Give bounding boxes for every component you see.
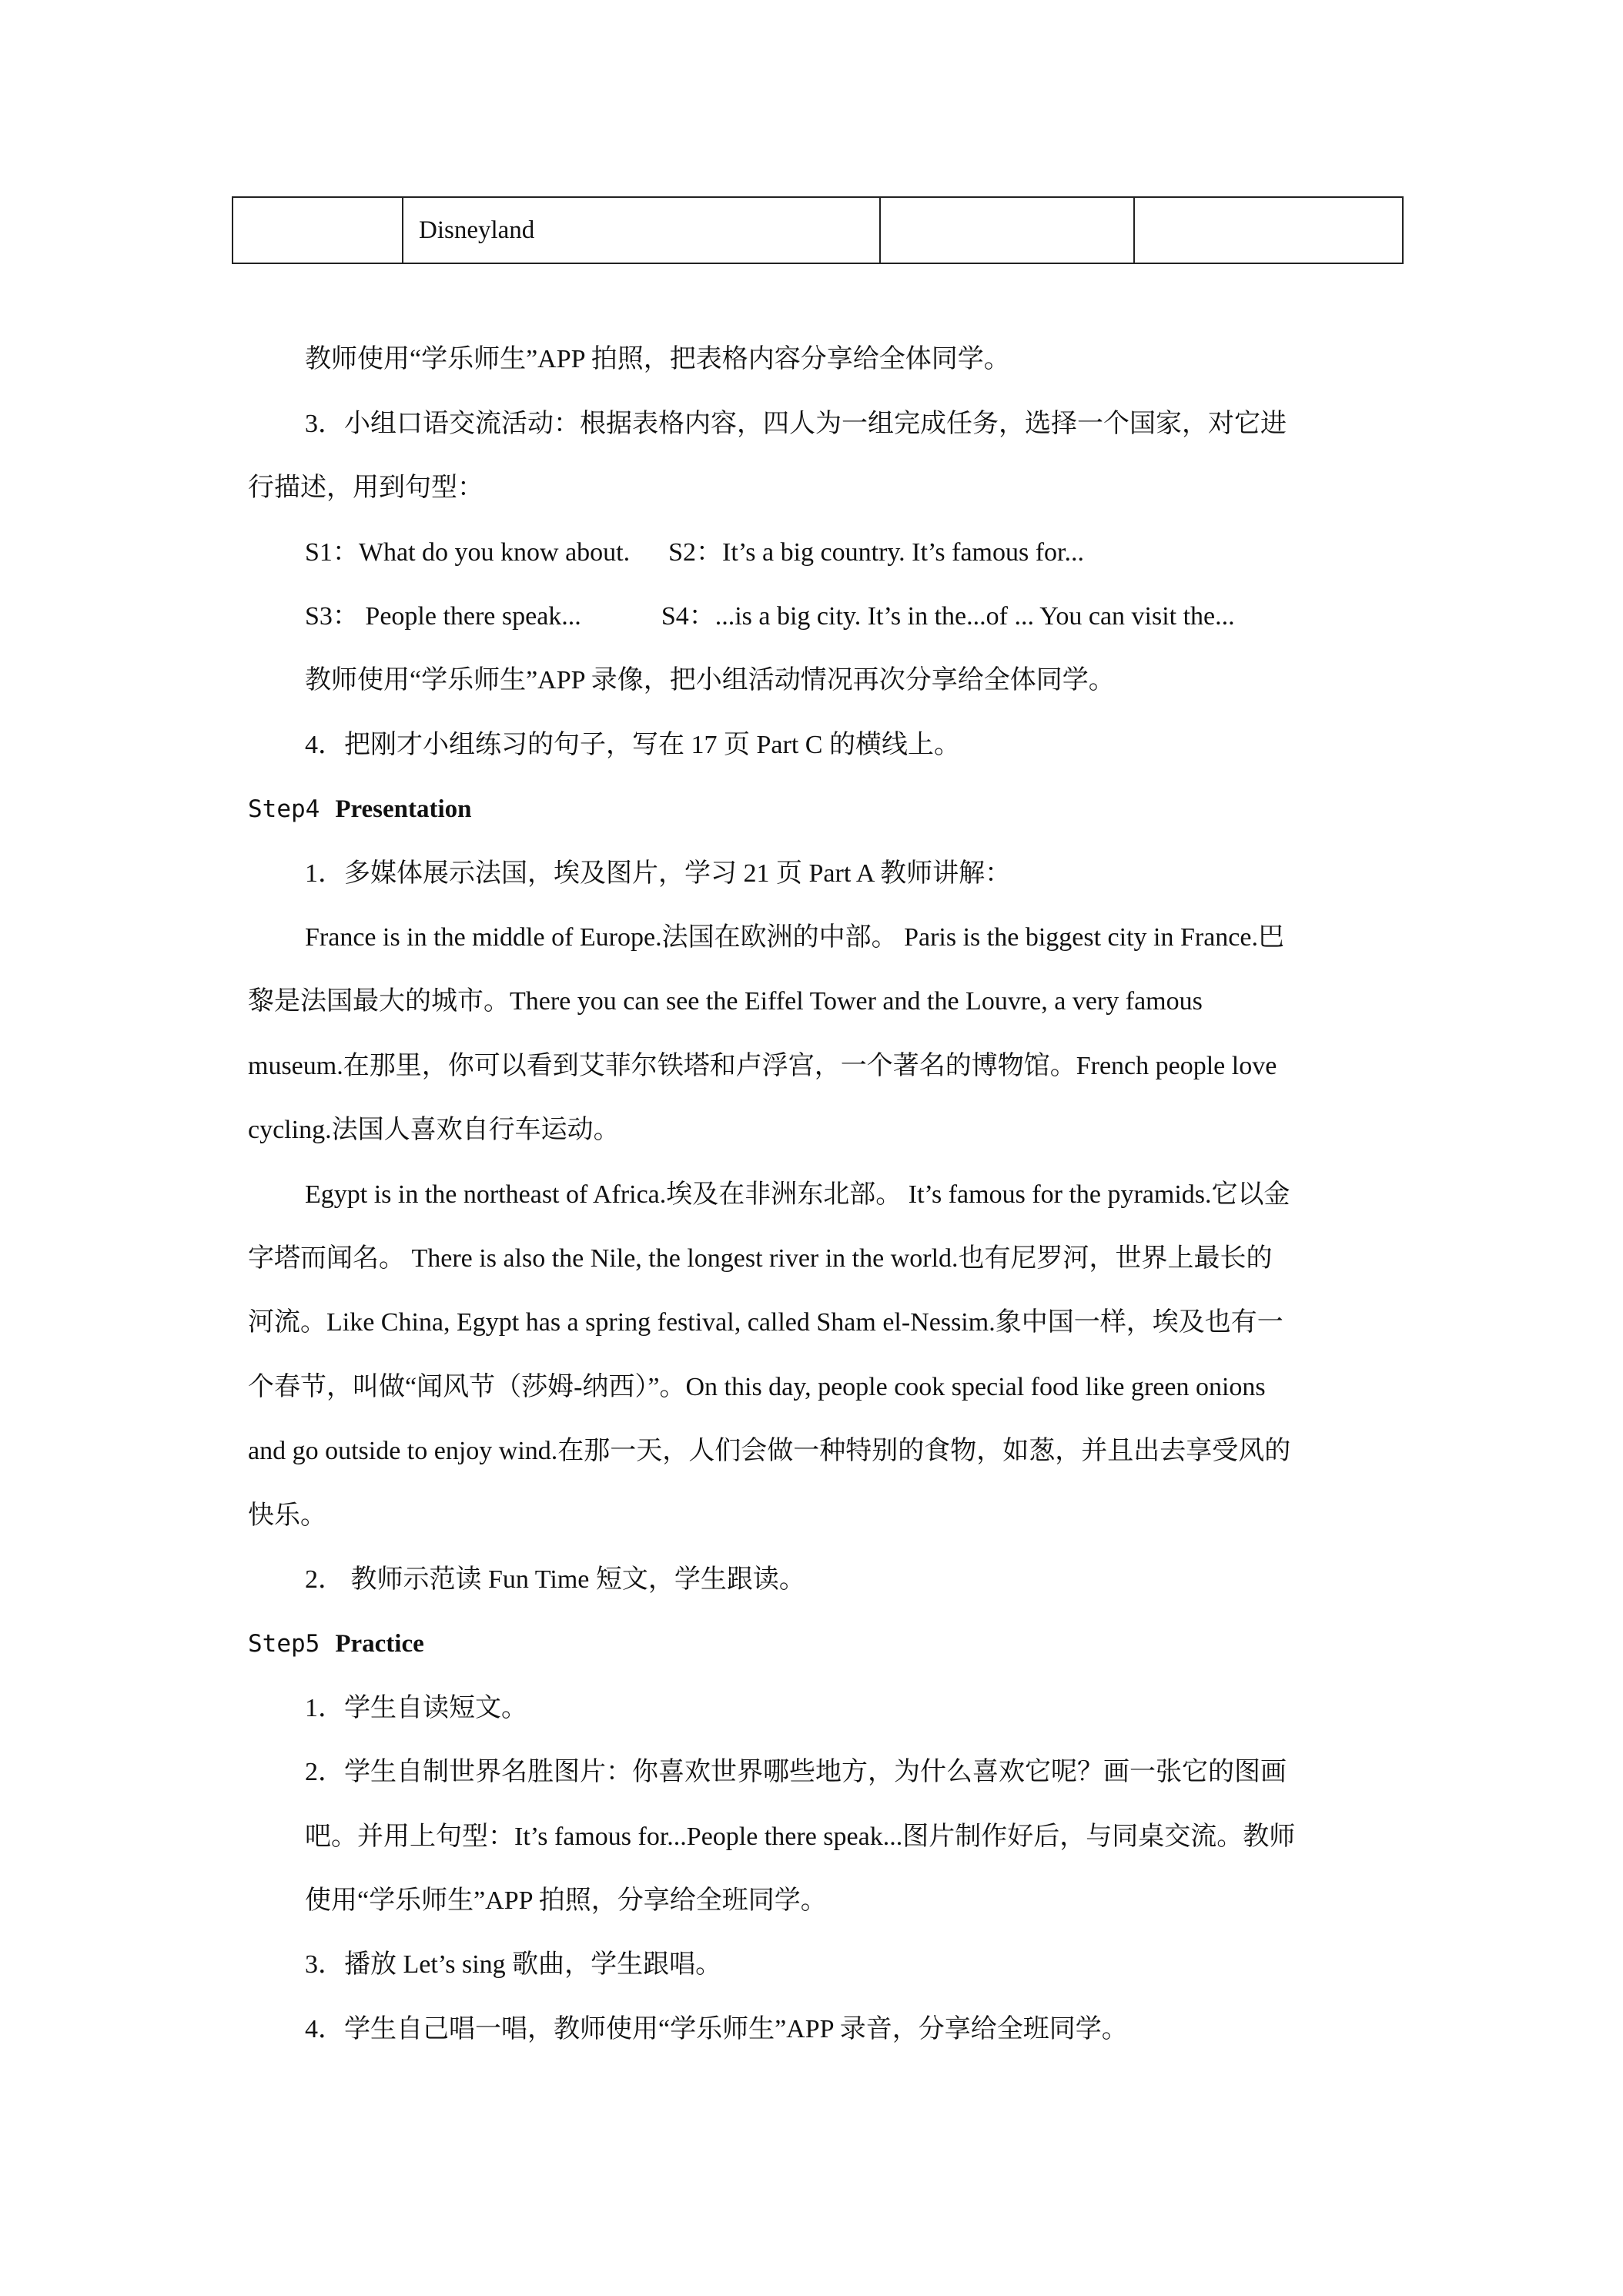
paragraph-line: 河流。Like China, Egypt has a spring festival, called Sham el-Nessim.象中国一样，埃及也有一 [248,1308,1283,1337]
table [232,196,1404,264]
paragraph-line: 4．学生自己唱一唱，教师使用“学乐师生”APP 录音，分享给全班同学。 [305,2015,1128,2043]
paragraph-line: 教师使用“学乐师生”APP 录像，把小组活动情况再次分享给全体同学。 [305,666,1115,694]
paragraph-line: 吧。并用上句型：It’s famous for...People there speak...图片制作好后，与同桌交流。教师 [305,1822,1296,1851]
table-cell [233,197,403,263]
table-cell: Disneyland [403,197,880,263]
paragraph-line: 1．多媒体展示法国，埃及图片，学习 21 页 Part A 教师讲解： [305,859,1012,888]
step-name: Presentation [335,795,472,823]
dialogue-s3: S3： People there speak... [305,602,581,631]
dialogue-line [0,537,1623,568]
step-tag: Step5 [248,1630,320,1658]
paragraph-line: museum.在那里，你可以看到艾菲尔铁塔和卢浮宫，一个著名的博物馆。French people love [248,1052,1277,1080]
paragraph-line: 个春节，叫做“闻风节（莎姆-纳西）”。On this day, people cook special food like green onions [248,1373,1266,1401]
paragraph-line: and go outside to enjoy wind.在那一天，人们会做一种特别的食物，如葱，并且出去享受风的 [248,1437,1291,1465]
table-cell [1134,197,1403,263]
step-name: Practice [335,1630,424,1658]
paragraph-line: 1．学生自读短文。 [305,1694,527,1722]
paragraph-line: cycling.法国人喜欢自行车运动。 [248,1116,620,1144]
dialogue-s1: S1：What do you know about. [305,538,631,567]
table-row [233,197,1403,263]
paragraph-line: 2．学生自制世界名胜图片：你喜欢世界哪些地方，为什么喜欢它呢？画一张它的图画 [305,1758,1287,1786]
step-tag: Step4 [248,795,320,823]
table-cell [880,197,1134,263]
paragraph-line: 4．把刚才小组练习的句子，写在 17 页 Part C 的横线上。 [305,731,960,759]
paragraph-line: 使用“学乐师生”APP 拍照，分享给全班同学。 [305,1886,827,1915]
paragraph-line: 3．小组口语交流活动：根据表格内容，四人为一组完成任务，选择一个国家，对它进 [305,410,1287,438]
step5-heading [0,1628,1623,1659]
dialogue-s2: S2：It’s a big country. It’s famous for... [668,538,1084,567]
paragraph-line: 黎是法国最大的城市。There you can see the Eiffel Tower and the Louvre, a very famous [248,987,1203,1016]
dialogue-line [0,601,1623,632]
paragraph-line: 行描述，用到句型： [248,474,484,502]
paragraph-line: France is in the middle of Europe.法国在欧洲的中部。 Paris is the biggest city in France.巴 [305,923,1284,952]
paragraph-line: 字塔而闻名。 There is also the Nile, the longest river in the world.也有尼罗河，世界上最长的 [248,1244,1273,1273]
paragraph-line: Egypt is in the northeast of Africa.埃及在非洲东北部。 It’s famous for the pyramids.它以金 [305,1180,1290,1209]
paragraph-line: 快乐。 [248,1501,326,1530]
dialogue-s4: S4：...is a big city. It’s in the...of ... You can visit the... [661,602,1235,631]
step4-heading [0,794,1623,825]
paragraph-line: 教师使用“学乐师生”APP 拍照，把表格内容分享给全体同学。 [305,345,1010,373]
paragraph-line: 2． 教师示范读 Fun Time 短文，学生跟读。 [305,1565,805,1594]
paragraph-line: 3．播放 Let’s sing 歌曲，学生跟唱。 [305,1950,722,1979]
